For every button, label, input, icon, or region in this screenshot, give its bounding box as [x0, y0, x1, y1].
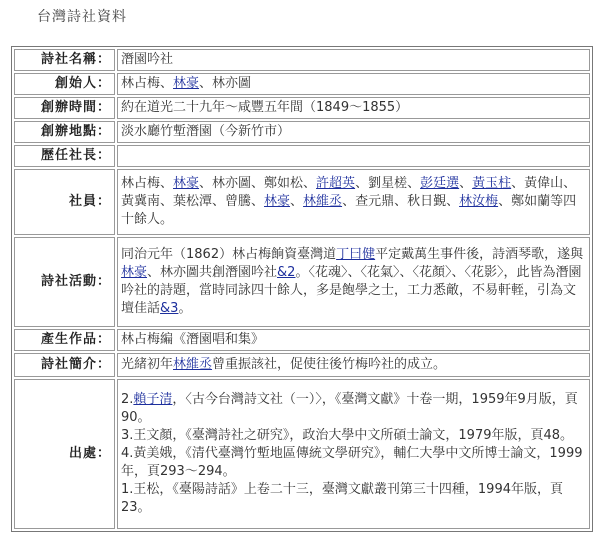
- value-founding-place: [117, 121, 590, 143]
- value-past-presidents: [117, 145, 590, 167]
- founders-link[interactable]: 林豪: [173, 76, 200, 91]
- source-text: ，〈古今台灣詩文社（一）〉，《臺灣文獻》十卷一期，1959年9月版，頁90。: [121, 392, 578, 425]
- society-activities-link[interactable]: 丁曰健: [336, 247, 376, 262]
- source-item: [121, 427, 586, 445]
- members-link[interactable]: 林維丞: [303, 194, 343, 209]
- source-item: [121, 481, 586, 517]
- value-society-intro: [117, 353, 590, 377]
- label-founding-time: 創辦時間：: [14, 97, 115, 119]
- members-text: 、劉星槎、: [355, 176, 421, 191]
- society-activities-text: 。〈花魂〉、〈花氣〉、〈花顏〉、〈花影〉，此皆為潛園吟社的詩題，當時同詠四十餘人，多是飽學之士，工力悉敵，不易軒輊，引為文壇佳話: [121, 265, 582, 316]
- label-society-activities: 詩社活動：: [14, 237, 115, 327]
- founders-text: 林占梅、: [121, 76, 174, 91]
- label-works-produced: 產生作品：: [14, 329, 115, 351]
- source-text: 3.王文顏，《臺灣詩社之研究》，政治大學中文所碩士論文，1979年版，頁48。: [121, 428, 574, 443]
- row-society-intro: [14, 353, 590, 377]
- label-members: 社員：: [14, 169, 115, 235]
- info-table-body: [14, 49, 590, 529]
- value-society-activities: [117, 237, 590, 327]
- source-item: [121, 445, 586, 481]
- members-link[interactable]: 許超英: [316, 176, 356, 191]
- poetry-society-info-table: [11, 46, 593, 532]
- source-text: 4.黃美娥，《清代臺灣竹塹地區傳統文學研究》，輔仁大學中文所博士論文，1999年，頁293～294。: [121, 446, 583, 479]
- source-item: [121, 391, 586, 427]
- society-activities-text: 平定戴萬生事件後，詩酒琴歌，遂與: [375, 247, 584, 262]
- label-society-name: 詩社名稱：: [14, 49, 115, 71]
- value-society-name: [117, 49, 590, 71]
- value-sources: [117, 379, 590, 529]
- value-works-produced: [117, 329, 590, 351]
- society-activities-text: 、林亦圖共創潛園吟社: [147, 265, 278, 280]
- members-text: 、: [459, 176, 473, 191]
- society-activities-link[interactable]: 林豪: [121, 265, 148, 280]
- label-sources: 出處：: [14, 379, 115, 529]
- society-intro-text: 光緒初年: [121, 357, 174, 372]
- members-link[interactable]: 彭廷選: [420, 176, 460, 191]
- value-founding-time: [117, 97, 590, 119]
- members-link[interactable]: 林豪: [173, 176, 200, 191]
- members-text: 、林亦圖、鄭如松、: [199, 176, 317, 191]
- row-members: [14, 169, 590, 235]
- row-past-presidents: [14, 145, 590, 167]
- source-text: 1.王松，《臺陽詩話》上卷二十三，臺灣文獻叢刊第三十四種，1994年版，頁23。: [121, 482, 563, 515]
- row-society-activities: [14, 237, 590, 327]
- label-society-intro: 詩社簡介：: [14, 353, 115, 377]
- row-founding-time: [14, 97, 590, 119]
- society-intro-link[interactable]: 林維丞: [173, 357, 213, 372]
- society-activities-link[interactable]: &3: [160, 301, 179, 316]
- value-founders: [117, 73, 590, 95]
- source-text: 2.: [121, 392, 134, 407]
- members-text: 、鄭如蘭等四十餘人。: [121, 194, 577, 227]
- society-activities-text: 。: [178, 301, 192, 316]
- members-link[interactable]: 林汝梅: [459, 194, 499, 209]
- founders-text: 、林亦圖: [199, 76, 252, 91]
- source-link[interactable]: 賴子清: [133, 392, 173, 407]
- members-link[interactable]: 林豪: [264, 194, 291, 209]
- founding-time-text: 約在道光二十九年～咸豐五年間（1849～1855）: [121, 100, 409, 115]
- society-name-text: 潛園吟社: [121, 52, 174, 67]
- row-sources: [14, 379, 590, 529]
- label-founding-place: 創辦地點：: [14, 121, 115, 143]
- society-activities-link[interactable]: &2: [277, 265, 296, 280]
- row-founders: [14, 73, 590, 95]
- row-founding-place: [14, 121, 590, 143]
- works-produced-text: 林占梅編《潛園唱和集》: [121, 332, 265, 347]
- label-founders: 創始人：: [14, 73, 115, 95]
- value-members: [117, 169, 590, 235]
- label-past-presidents: 歷任社長：: [14, 145, 115, 167]
- founding-place-text: 淡水廳竹塹潛園（今新竹市）: [121, 124, 291, 139]
- members-link[interactable]: 黃玉柱: [472, 176, 512, 191]
- members-text: 、黃偉山、黃冀南、葉松潭、曾騰、: [121, 176, 577, 209]
- row-society-name: [14, 49, 590, 71]
- page-title: 台灣詩社資料: [37, 9, 127, 25]
- members-text: 林占梅、: [121, 176, 174, 191]
- row-works-produced: [14, 329, 590, 351]
- society-activities-text: 同治元年（1862）林占梅餉資臺灣道: [121, 247, 337, 262]
- society-intro-text: 曾重振該社，促使往後竹梅吟社的成立。: [212, 357, 447, 372]
- members-text: 、: [290, 194, 304, 209]
- members-text: 、查元鼎、秋日覲、: [342, 194, 460, 209]
